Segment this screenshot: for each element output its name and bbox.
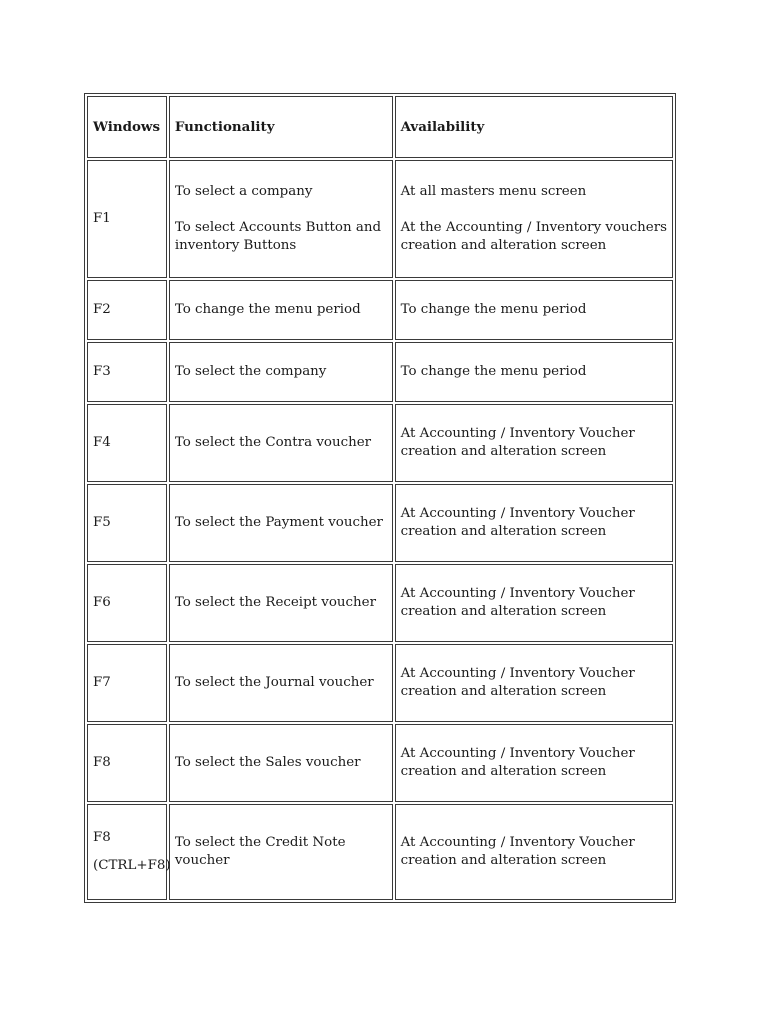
functionality-cell — [169, 160, 393, 278]
availability-cell — [395, 804, 673, 900]
key-cell — [87, 644, 167, 722]
functionality-cell — [169, 564, 393, 642]
header-windows: Windows — [87, 96, 167, 158]
availability-cell — [395, 724, 673, 802]
availability-cell — [395, 564, 673, 642]
functionality-cell — [169, 404, 393, 482]
table-row — [87, 804, 673, 900]
functionality-cell-text: To select the Payment voucher — [174, 515, 383, 530]
availability-cell — [395, 644, 673, 722]
availability-cell — [395, 404, 673, 482]
key-cell-text: (CTRL+F8) — [93, 858, 171, 873]
key-cell — [87, 280, 167, 340]
availability-cell-text: At all masters menu screen — [400, 184, 587, 199]
key-cell — [87, 484, 167, 562]
key-cell-text: F8 — [93, 755, 111, 770]
functionality-cell-text: To change the menu period — [174, 302, 361, 317]
table-row — [87, 342, 673, 402]
key-cell — [87, 404, 167, 482]
key-cell-text: F6 — [93, 595, 111, 610]
availability-cell-text: To change the menu period — [400, 302, 587, 317]
functionality-cell-text: To select the Credit Note voucher — [174, 835, 346, 868]
key-cell — [87, 160, 167, 278]
functionality-cell — [169, 280, 393, 340]
availability-cell-text: At Accounting / Inventory Voucher creation and alteration screen — [400, 506, 635, 539]
key-cell-text: F1 — [93, 211, 111, 226]
functionality-cell-text: To select the company — [174, 364, 327, 379]
table-row — [87, 484, 673, 562]
availability-cell-text: To change the menu period — [400, 364, 587, 379]
functionality-cell-text: To select the Journal voucher — [174, 675, 374, 690]
functionality-cell-text: To select a company — [174, 184, 313, 199]
availability-cell-text: At Accounting / Inventory Voucher creation and alteration screen — [400, 586, 635, 619]
table-row — [87, 564, 673, 642]
table-row — [87, 280, 673, 340]
table-row — [87, 404, 673, 482]
functionality-cell-text: To select Accounts Button and inventory Buttons — [174, 220, 382, 253]
header-row — [87, 96, 673, 158]
key-cell — [87, 564, 167, 642]
key-cell — [87, 724, 167, 802]
key-cell-text: F3 — [93, 364, 111, 379]
availability-cell — [395, 484, 673, 562]
key-cell — [87, 342, 167, 402]
functionality-cell — [169, 644, 393, 722]
header-functionality: Functionality — [169, 96, 393, 158]
availability-cell-text: At Accounting / Inventory Voucher creation and alteration screen — [400, 835, 635, 868]
table-row — [87, 160, 673, 278]
shortcut-table — [84, 93, 676, 903]
functionality-cell-text: To select the Contra voucher — [174, 435, 372, 450]
availability-cell-text: At Accounting / Inventory Voucher creation and alteration screen — [400, 426, 635, 459]
availability-cell — [395, 280, 673, 340]
availability-cell — [395, 342, 673, 402]
key-cell-text: F5 — [93, 515, 111, 530]
functionality-cell — [169, 342, 393, 402]
key-cell-text: F2 — [93, 302, 111, 317]
key-cell-text: F8 — [93, 830, 111, 845]
key-cell — [87, 804, 171, 900]
availability-cell — [395, 160, 673, 278]
table-row — [87, 724, 673, 802]
functionality-cell — [169, 804, 393, 900]
functionality-cell — [169, 484, 393, 562]
functionality-cell-text: To select the Sales voucher — [174, 755, 361, 770]
functionality-cell-text: To select the Receipt voucher — [174, 595, 376, 610]
availability-cell-text: At Accounting / Inventory Voucher creation and alteration screen — [400, 746, 635, 779]
availability-cell-text: At the Accounting / Inventory vouchers creation and alteration screen — [400, 220, 667, 253]
header-availability: Availability — [395, 96, 673, 158]
table-row — [87, 644, 673, 722]
table-body — [87, 160, 673, 900]
key-cell-text: F4 — [93, 435, 111, 450]
availability-cell-text: At Accounting / Inventory Voucher creation and alteration screen — [400, 666, 635, 699]
functionality-cell — [169, 724, 393, 802]
key-cell-text: F7 — [93, 675, 111, 690]
